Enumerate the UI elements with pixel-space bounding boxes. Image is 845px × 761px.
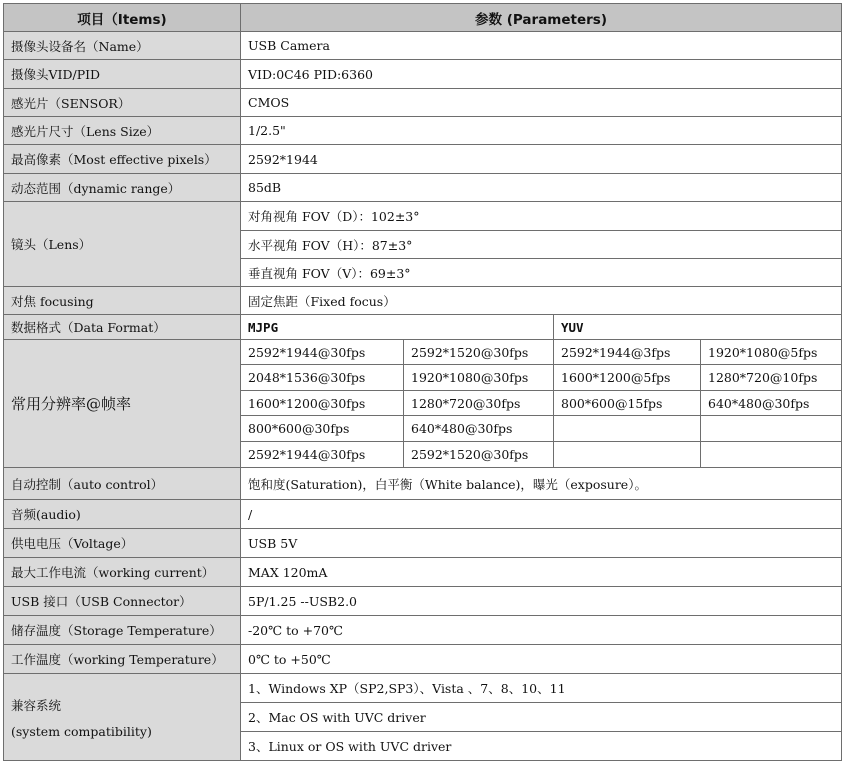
row-label: 音频(audio) (4, 500, 241, 529)
row-value: 3、Linux or OS with UVC driver (241, 732, 842, 761)
compat-label-cn: 兼容系统 (11, 697, 62, 713)
resolution-cell: 1600*1200@30fps (241, 391, 404, 416)
resolution-cell (554, 416, 701, 442)
resolution-cell: 1920*1080@30fps (404, 365, 554, 391)
table-row (4, 287, 842, 315)
row-label: 动态范围（dynamic range） (4, 174, 241, 202)
resolution-cell: 800*600@30fps (241, 416, 404, 442)
resolution-cell: 2048*1536@30fps (241, 365, 404, 391)
resolution-cell: 640*480@30fps (701, 391, 842, 416)
row-label: 对焦 focusing (4, 287, 241, 315)
table-row (4, 529, 842, 558)
row-label: 镜头（Lens） (4, 202, 241, 287)
row-value: VID:0C46 PID:6360 (241, 60, 842, 89)
row-value: 固定焦距（Fixed focus） (241, 287, 842, 315)
row-value: 2、Mac OS with UVC driver (241, 703, 842, 732)
header-row (4, 4, 842, 32)
yuv-format: YUV (554, 315, 842, 340)
table-row (4, 145, 842, 174)
row-value: 垂直视角 FOV（V）：69±3° (241, 259, 842, 287)
table-row (4, 500, 842, 529)
resolution-cell (701, 442, 842, 468)
row-value: 水平视角 FOV（H）：87±3° (241, 231, 842, 259)
row-label: 最高像素（Most effective pixels） (4, 145, 241, 174)
resolution-cell: 2592*1944@30fps (241, 442, 404, 468)
resolution-cell: 2592*1944@30fps (241, 340, 404, 365)
table-row (4, 32, 842, 60)
row-value: 1、Windows XP（SP2,SP3）、Vista 、7、8、10、11 (241, 674, 842, 703)
spec-table (3, 3, 842, 761)
resolution-cell: 1280*720@10fps (701, 365, 842, 391)
table-row (4, 645, 842, 674)
resolution-cell (554, 442, 701, 468)
row-value: CMOS (241, 89, 842, 117)
table-row (4, 315, 842, 340)
row-value: USB 5V (241, 529, 842, 558)
row-label: 工作温度（working Temperature） (4, 645, 241, 674)
row-label: 感光片（SENSOR） (4, 89, 241, 117)
row-value: -20℃ to +70℃ (241, 616, 842, 645)
resolution-cell: 2592*1520@30fps (404, 442, 554, 468)
row-value: / (241, 500, 842, 529)
table-row (4, 117, 842, 145)
table-row (4, 174, 842, 202)
table-row (4, 89, 842, 117)
items-header: 项目（Items) (4, 4, 241, 32)
row-value: 0℃ to +50℃ (241, 645, 842, 674)
resolution-cell: 2592*1520@30fps (404, 340, 554, 365)
table-row (4, 340, 842, 365)
resolution-cell: 800*600@15fps (554, 391, 701, 416)
row-value: 2592*1944 (241, 145, 842, 174)
table-row (4, 616, 842, 645)
table-row (4, 558, 842, 587)
mjpg-format: MJPG (241, 315, 554, 340)
row-label: 摄像头VID/PID (4, 60, 241, 89)
table-row (4, 674, 842, 703)
row-value: 对角视角 FOV（D）：102±3° (241, 202, 842, 231)
row-value: 饱和度(Saturation)，白平衡（White balance)，曝光（exposure）。 (241, 468, 842, 500)
row-label: 感光片尺寸（Lens Size） (4, 117, 241, 145)
row-label: 自动控制（auto control） (4, 468, 241, 500)
compat-label-en: (system compatibility) (11, 723, 152, 739)
resolution-cell (701, 416, 842, 442)
table-row (4, 587, 842, 616)
row-label: 供电电压（Voltage） (4, 529, 241, 558)
params-header: 参数 (Parameters) (241, 4, 842, 32)
row-label: 最大工作电流（working current） (4, 558, 241, 587)
resolution-cell: 1280*720@30fps (404, 391, 554, 416)
row-label: 储存温度（Storage Temperature） (4, 616, 241, 645)
table-row (4, 60, 842, 89)
row-value: USB Camera (241, 32, 842, 60)
table-row (4, 468, 842, 500)
resolution-cell: 2592*1944@3fps (554, 340, 701, 365)
resolution-cell: 1920*1080@5fps (701, 340, 842, 365)
row-value: 85dB (241, 174, 842, 202)
row-label: 常用分辨率@帧率 (4, 340, 241, 468)
row-label: 数据格式（Data Format） (4, 315, 241, 340)
row-label: USB 接口（USB Connector） (4, 587, 241, 616)
row-label (4, 674, 241, 761)
resolution-cell: 1600*1200@5fps (554, 365, 701, 391)
row-value: MAX 120mA (241, 558, 842, 587)
row-label: 摄像头设备名（Name） (4, 32, 241, 60)
resolution-cell: 640*480@30fps (404, 416, 554, 442)
table-row (4, 202, 842, 231)
row-value: 1/2.5" (241, 117, 842, 145)
row-value: 5P/1.25 --USB2.0 (241, 587, 842, 616)
